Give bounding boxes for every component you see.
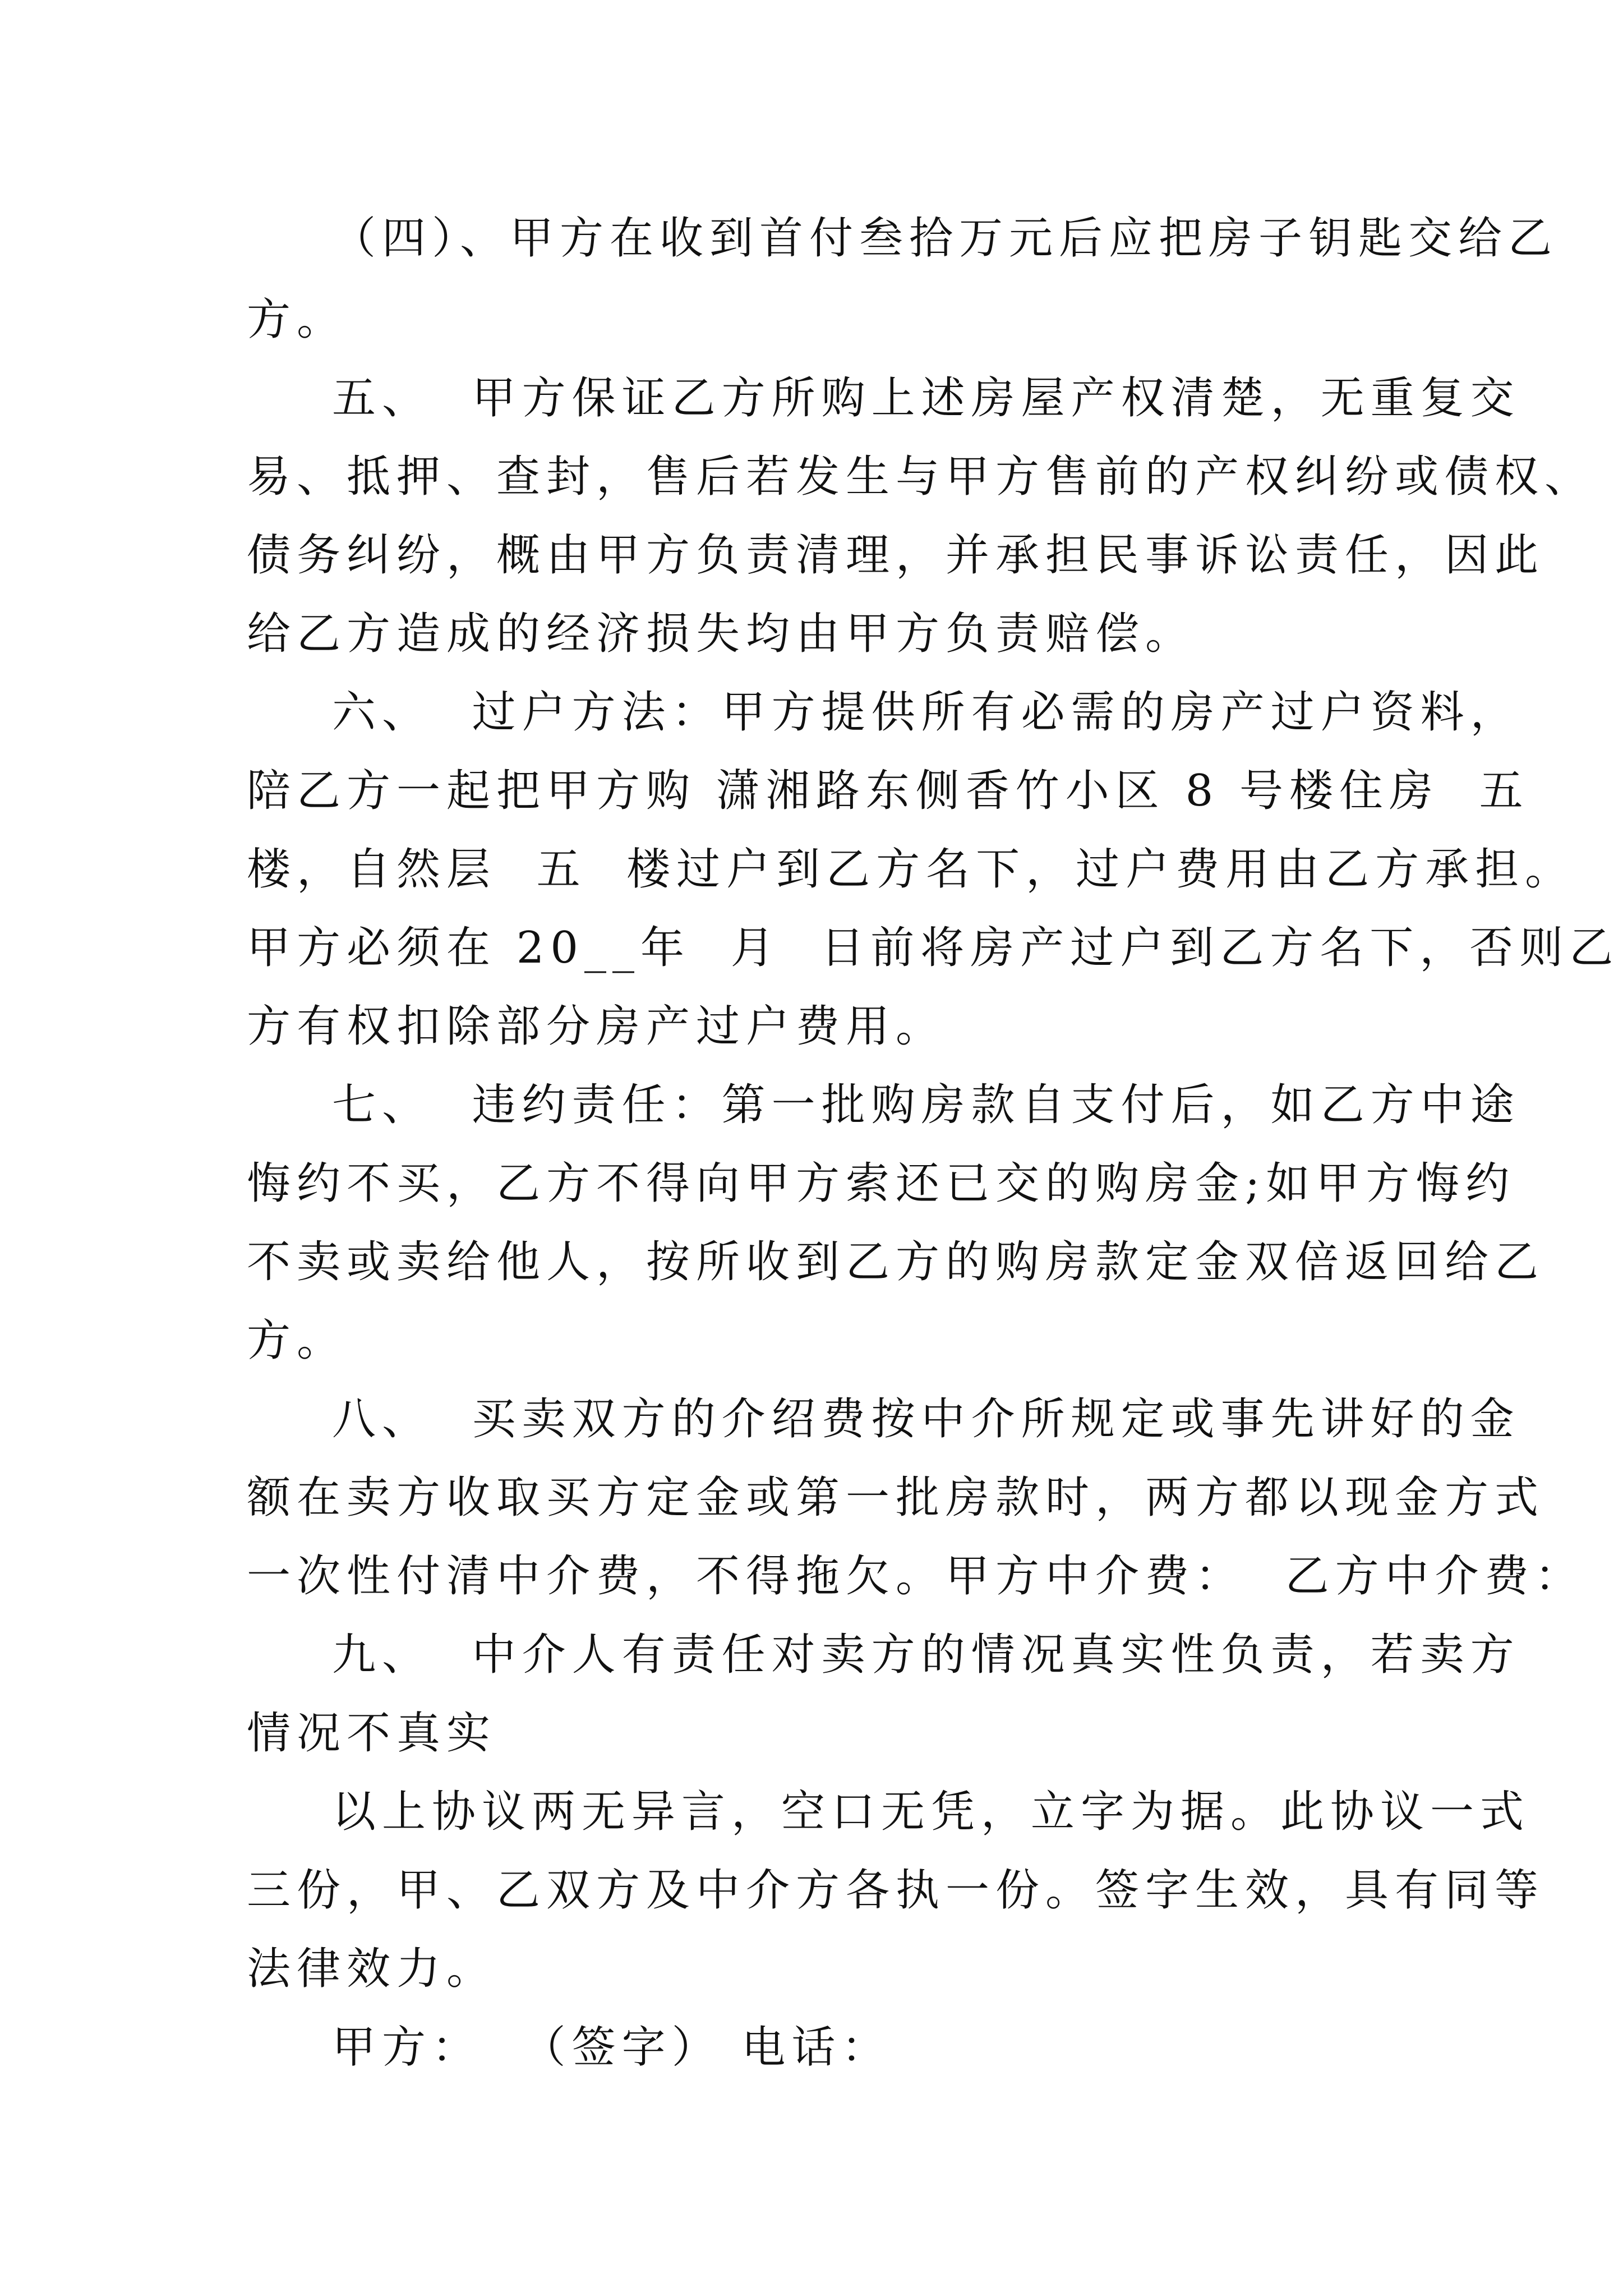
paragraph-line: 楼，自然层 五 楼过户到乙方名下，过户费用由乙方承担。: [247, 844, 1575, 895]
paragraph-line: 债务纠纷，概由甲方负责清理，并承担民事诉讼责任，因此: [247, 530, 1545, 581]
paragraph-line: 不卖或卖给他人，按所收到乙方的购房款定金双倍返回给乙: [247, 1237, 1545, 1287]
paragraph-line: 情况不真实: [247, 1708, 497, 1759]
paragraph-line: 法律效力。: [247, 1944, 497, 1994]
paragraph-line: 九、 中介人有责任对卖方的情况真实性负责，若卖方: [332, 1630, 1520, 1680]
paragraph-line: 以上协议两无异言，空口无凭，立字为据。此协议一式: [332, 1787, 1530, 1837]
paragraph-line: 七、 违约责任：第一批购房款自支付后，如乙方中途: [332, 1080, 1520, 1130]
paragraph-line: （四）、甲方在收到首付叁拾万元后应把房子钥匙交给乙: [332, 213, 1559, 264]
paragraph-line: 易、抵押、查封，售后若发生与甲方售前的产权纠纷或债权、: [247, 452, 1595, 502]
paragraph-line: 方有权扣除部分房产过户费用。: [247, 1001, 946, 1052]
paragraph-line: 三份，甲、乙双方及中介方各执一份。签字生效，具有同等: [247, 1865, 1545, 1916]
paragraph-line: 六、 过户方法：甲方提供所有必需的房产过户资料，: [332, 687, 1520, 738]
paragraph-line: 一次性付清中介费，不得拖欠。甲方中介费： 乙方中介费：: [247, 1551, 1585, 1602]
paragraph-line: 五、 甲方保证乙方所购上述房屋产权清楚，无重复交: [332, 373, 1520, 424]
signature-line: 甲方： （签字） 电话：: [332, 2022, 892, 2073]
paragraph-line: 额在卖方收取买方定金或第一批房款时，两方都以现金方式: [247, 1473, 1545, 1523]
paragraph-line: 给乙方造成的经济损失均由甲方负责赔偿。: [247, 609, 1196, 659]
paragraph-line: 甲方必须在 20__年 月 日前将房产过户到乙方名下，否则乙: [247, 923, 1620, 973]
paragraph-line: 方。: [247, 295, 347, 345]
paragraph-line: 陪乙方一起把甲方购 潇湘路东侧香竹小区 8 号楼住房 五: [247, 766, 1529, 816]
paragraph-line: 方。: [247, 1315, 347, 1366]
paragraph-line: 悔约不买，乙方不得向甲方索还已交的购房金;如甲方悔约: [247, 1158, 1516, 1209]
paragraph-line: 八、 买卖双方的介绍费按中介所规定或事先讲好的金: [332, 1394, 1520, 1444]
